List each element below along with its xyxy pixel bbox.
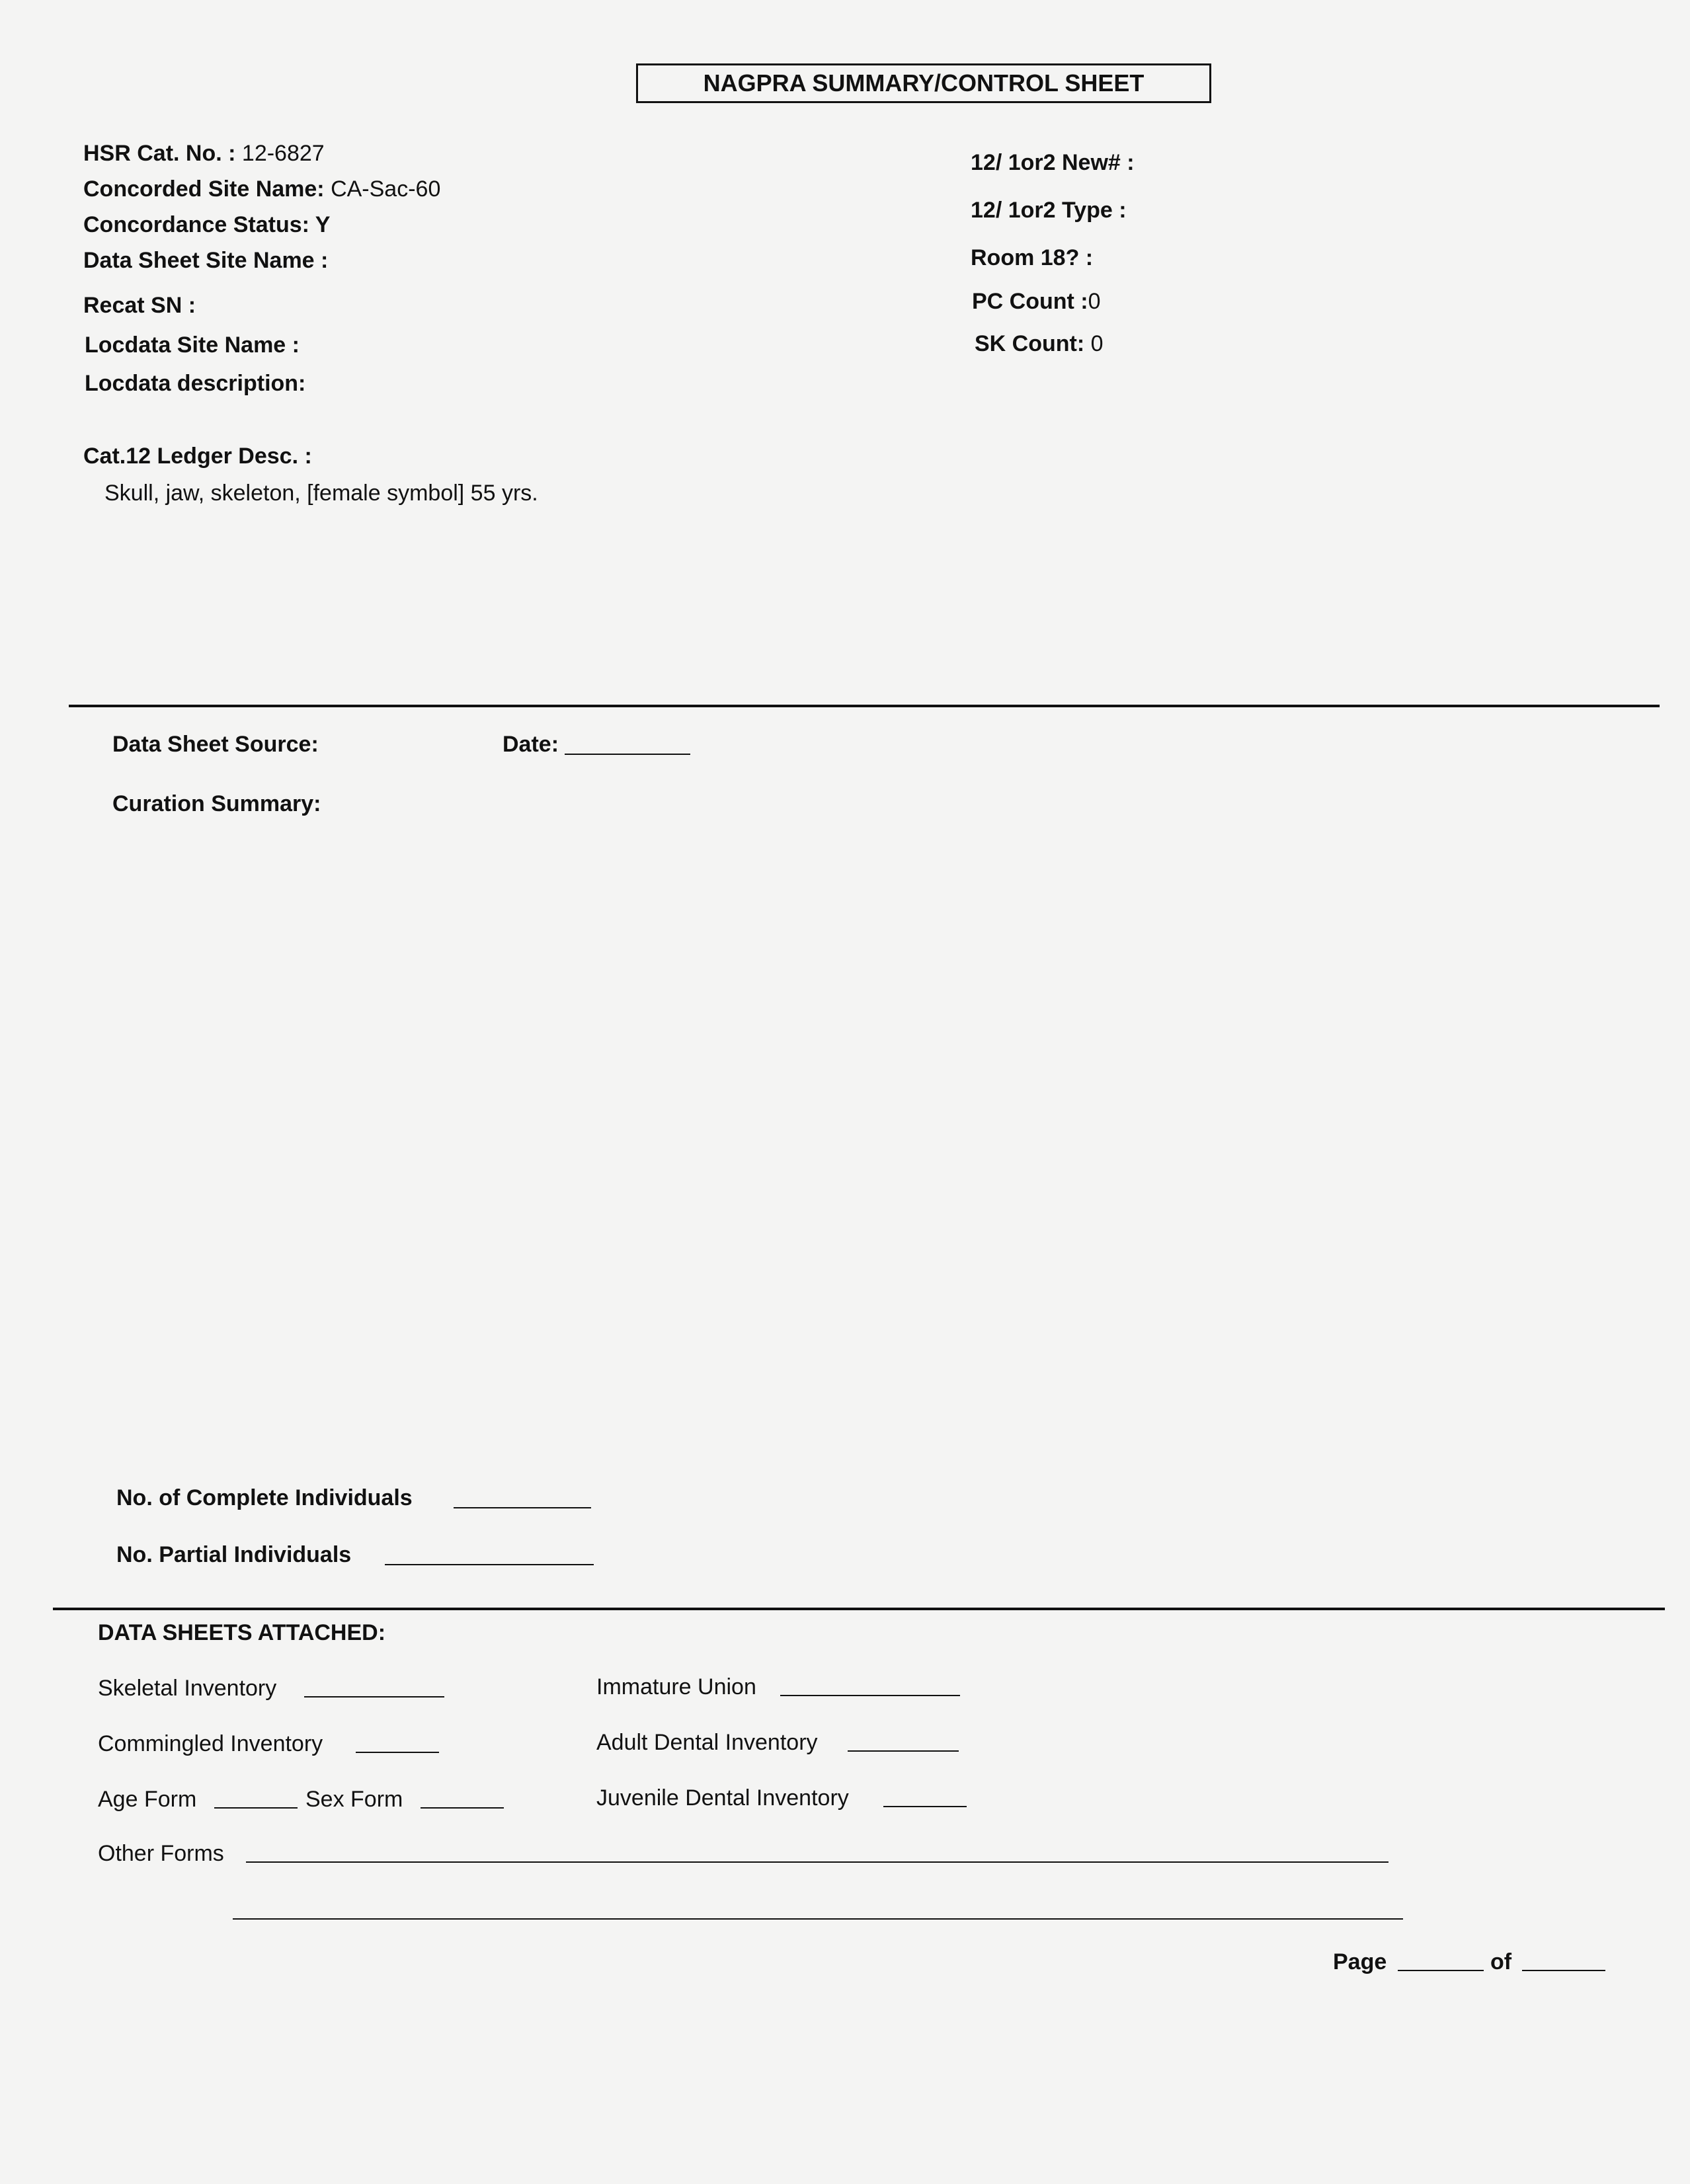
pc-count-label: PC Count : [972,289,1088,314]
page-number-blank[interactable] [1398,1970,1484,1971]
adult-dental-inventory-blank[interactable] [848,1750,959,1752]
recat-sn-label: Recat SN : [83,293,196,318]
ledger-desc-value: Skull, jaw, skeleton, [female symbol] 55 yrs. [104,481,538,506]
of-label: of [1490,1949,1512,1974]
pc-count-value: 0 [1088,289,1101,314]
new-number-label: 12/ 1or2 New# : [971,150,1135,175]
pc-count-field [972,288,1101,315]
sex-form-blank[interactable] [421,1807,504,1809]
other-forms-blank-1[interactable] [246,1861,1388,1863]
concorded-site-value: CA-Sac-60 [331,176,441,202]
hsr-cat-value: 12-6827 [241,141,325,166]
curation-summary-label: Curation Summary: [112,791,321,816]
other-forms-label: Other Forms [98,1841,224,1866]
commingled-inventory-blank[interactable] [356,1752,439,1753]
sk-count-value: 0 [1090,331,1104,356]
locdata-description-label: Locdata description: [85,371,306,396]
skeletal-inventory-blank[interactable] [304,1696,444,1697]
complete-individuals-blank[interactable] [454,1507,591,1508]
age-form-blank[interactable] [214,1807,298,1809]
concordance-status-label: Concordance Status: [83,212,309,237]
commingled-inventory-label: Commingled Inventory [98,1731,323,1756]
complete-individuals-label: No. of Complete Individuals [116,1485,413,1510]
sk-count-label: SK Count: [975,331,1085,356]
hsr-cat-field [83,140,325,167]
data-sheet-site-name-label: Data Sheet Site Name : [83,248,329,273]
concordance-status-value: Y [315,212,331,237]
section-divider-top [69,705,1660,707]
data-sheet-source-label: Data Sheet Source: [112,732,319,757]
juvenile-dental-inventory-blank[interactable] [883,1806,967,1807]
hsr-cat-label: HSR Cat. No. : [83,141,236,166]
skeletal-inventory-label: Skeletal Inventory [98,1676,277,1701]
concorded-site-label: Concorded Site Name: [83,176,325,202]
adult-dental-inventory-label: Adult Dental Inventory [596,1730,818,1755]
data-sheets-attached-heading: DATA SHEETS ATTACHED: [98,1620,386,1645]
page-total-blank[interactable] [1522,1970,1605,1971]
date-blank[interactable] [565,754,690,755]
room-18-label: Room 18? : [971,245,1094,270]
other-forms-blank-2[interactable] [233,1918,1403,1920]
type-label: 12/ 1or2 Type : [971,198,1127,223]
concorded-site-field [83,176,440,202]
age-form-label: Age Form [98,1787,197,1812]
locdata-site-name-label: Locdata Site Name : [85,332,300,358]
sex-form-label: Sex Form [305,1787,403,1812]
partial-individuals-label: No. Partial Individuals [116,1542,352,1567]
concordance-status-field [83,212,330,238]
partial-individuals-blank[interactable] [385,1564,594,1565]
section-divider-bottom [53,1608,1665,1610]
immature-union-blank[interactable] [780,1695,960,1696]
juvenile-dental-inventory-label: Juvenile Dental Inventory [596,1785,849,1811]
sk-count-field [975,331,1104,357]
page-label: Page [1333,1949,1387,1974]
ledger-desc-label: Cat.12 Ledger Desc. : [83,444,312,469]
date-label: Date: [503,732,559,757]
form-title: NAGPRA SUMMARY/CONTROL SHEET [636,63,1211,103]
immature-union-label: Immature Union [596,1674,756,1699]
